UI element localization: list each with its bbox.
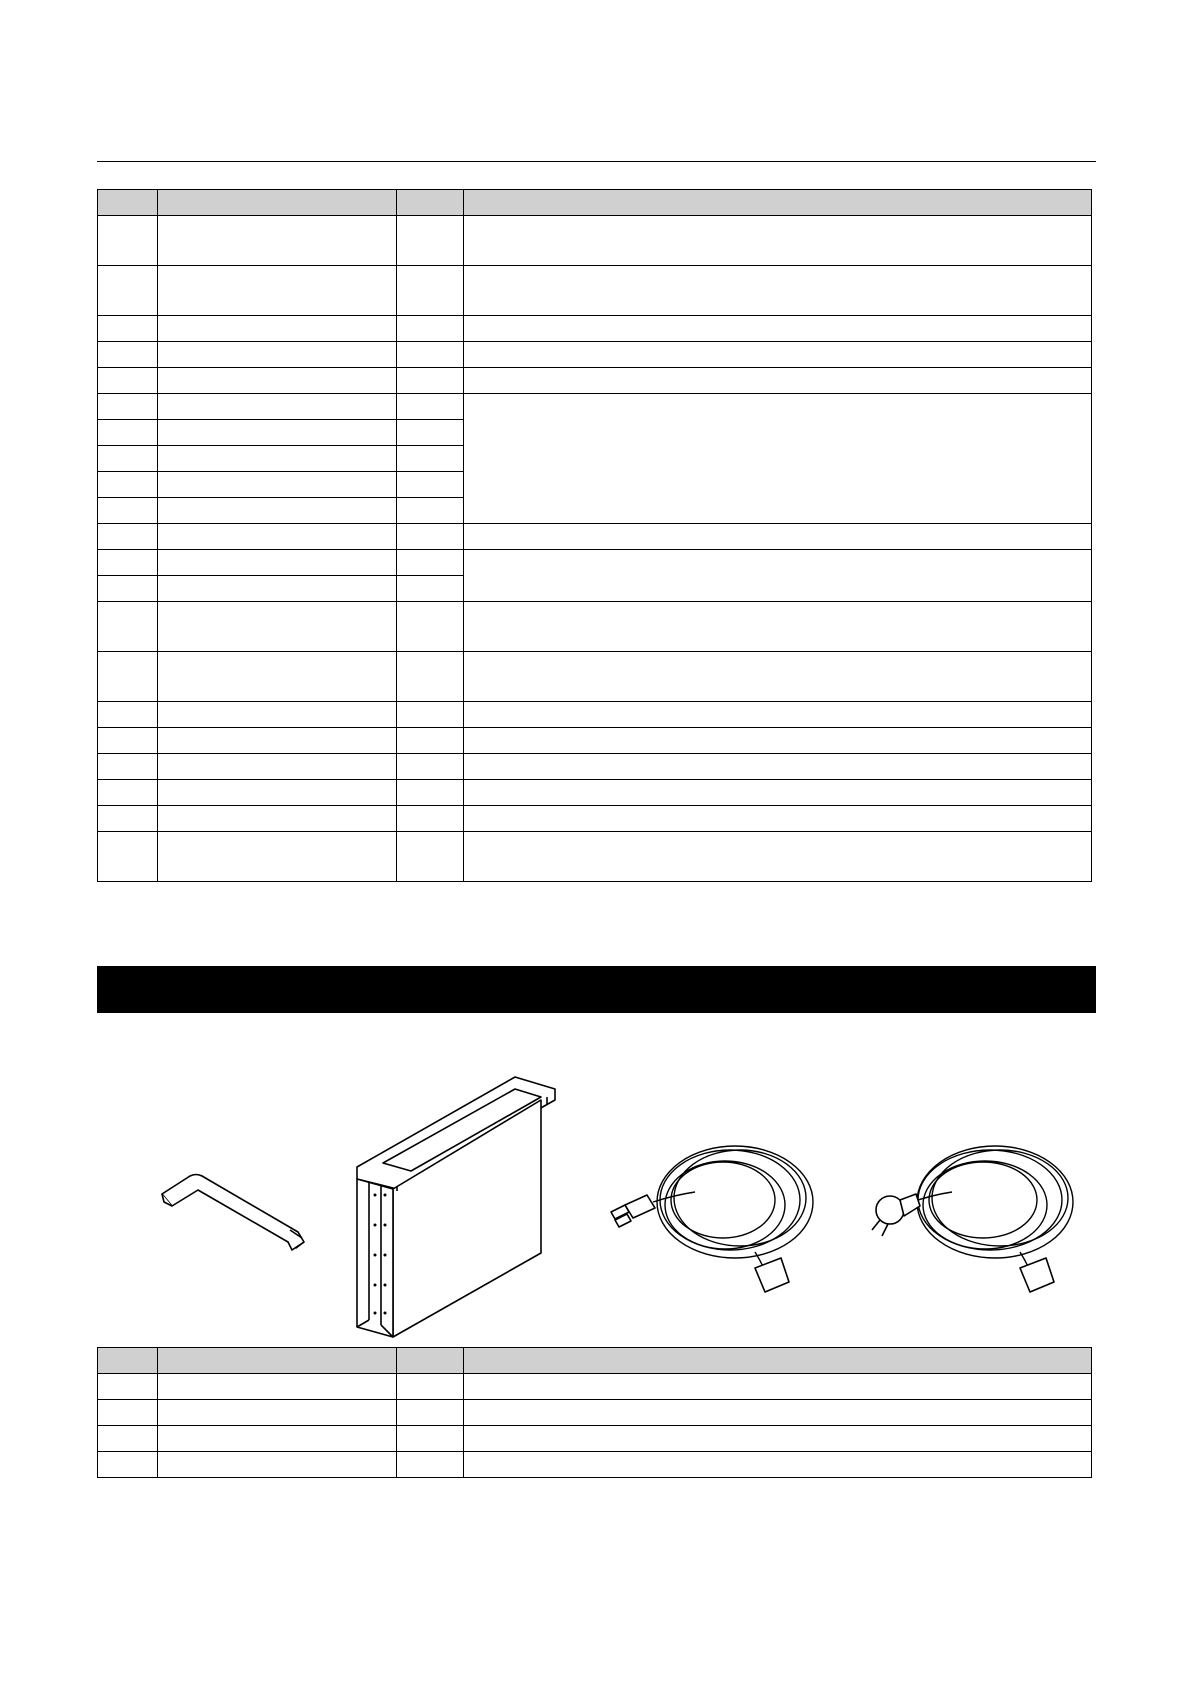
power-cord-us-illustration (605, 1140, 815, 1295)
table-row (98, 524, 1092, 550)
table-row (98, 780, 1092, 806)
table-row (98, 1400, 1092, 1426)
power-cord-eu-illustration (860, 1140, 1080, 1295)
table-row (98, 702, 1092, 728)
table-row (98, 1452, 1092, 1478)
table-row (98, 316, 1092, 342)
table-row (98, 1374, 1092, 1400)
table-row (98, 550, 1092, 576)
table-row (98, 652, 1092, 702)
table-row (98, 216, 1092, 266)
table-row (98, 602, 1092, 652)
parts-table (97, 189, 1092, 882)
table-row (98, 806, 1092, 832)
hex-key-illustration (150, 1150, 325, 1260)
table-row (98, 832, 1092, 882)
top-rule (97, 161, 1096, 162)
header-cell-note (464, 190, 1092, 216)
table-row (98, 342, 1092, 368)
header-cell-no (98, 1348, 158, 1374)
header-cell-qty (397, 190, 464, 216)
section-heading-bar (97, 966, 1096, 1013)
accessories-table (97, 1347, 1092, 1478)
table-row (98, 266, 1092, 316)
header-cell-no (98, 190, 158, 216)
merged-note-cell (464, 394, 1092, 524)
table-row (98, 754, 1092, 780)
table-row (98, 394, 1092, 420)
header-cell-name (158, 1348, 397, 1374)
table-row (98, 368, 1092, 394)
table-header (98, 1348, 1092, 1374)
header-cell-note (464, 1348, 1092, 1374)
header-cell-name (158, 190, 397, 216)
table-header (98, 190, 1092, 216)
merged-note-cell (464, 550, 1092, 602)
table-row (98, 1426, 1092, 1452)
cable-tray-illustration (355, 1075, 560, 1340)
header-cell-qty (397, 1348, 464, 1374)
table-row (98, 728, 1092, 754)
